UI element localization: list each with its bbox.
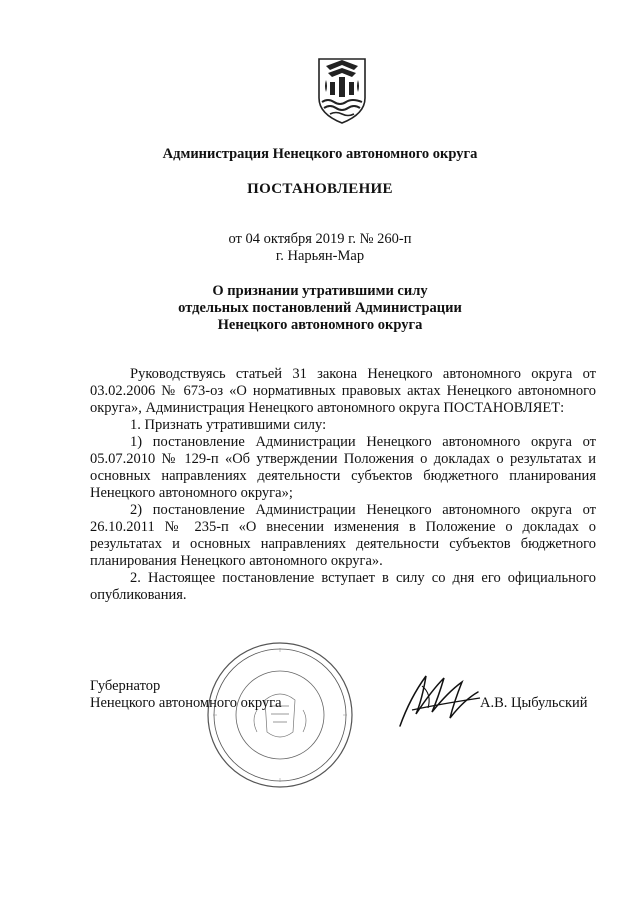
position-line-2: Ненецкого автономного округа bbox=[90, 695, 282, 711]
signatory-name: А.В. Цыбульский bbox=[480, 695, 588, 711]
preamble-paragraph: Руководствуясь статьей 31 закона Ненецкого автономного округа от 03.02.2006 № 673-оз «О нормативных правовых актах Ненецкого автономного округа», Администрация Ненецкого автономного округа ПОСТАНОВЛЯЕТ: bbox=[90, 366, 596, 416]
item-1-2: 2) постановление Администрации Ненецкого автономного округа от 26.10.2011 № 235-п «О внесении изменения в Положение о докладах о результатах и основных направлениях деятельности субъектов бюджетного планирования Ненецкого автономного округа». bbox=[90, 502, 596, 569]
position-line-1: Губернатор bbox=[90, 678, 161, 694]
document-body bbox=[90, 366, 596, 604]
place: г. Нарьян-Мар bbox=[275, 248, 365, 264]
official-seal bbox=[205, 640, 355, 790]
item-1-1: 1) постановление Администрации Ненецкого автономного округа от 05.07.2010 № 129-п «Об утверждении Положения о докладах о результатах и основных направлениях деятельности субъектов бюджетного планирования Ненецкого автономного округа»; bbox=[90, 434, 596, 501]
signatory-position bbox=[90, 678, 282, 712]
subject-line-2: отдельных постановлений Администрации bbox=[178, 300, 462, 316]
subject-line-1: О признании утратившими силу bbox=[212, 283, 428, 299]
coat-of-arms-icon bbox=[316, 56, 368, 126]
handwritten-signature bbox=[392, 668, 492, 730]
item-1: 1. Признать утратившими силу: bbox=[130, 417, 327, 433]
organization-title: Администрация Ненецкого автономного округа bbox=[162, 146, 478, 162]
document-type: ПОСТАНОВЛЕНИЕ bbox=[247, 181, 393, 197]
document-meta bbox=[0, 231, 640, 265]
date-number: от 04 октября 2019 г. № 260-п bbox=[228, 231, 412, 247]
item-2: 2. Настоящее постановление вступает в силу со дня его официального опубликования. bbox=[90, 570, 596, 603]
subject-line-3: Ненецкого автономного округа bbox=[217, 317, 423, 333]
document-subject bbox=[0, 283, 640, 334]
